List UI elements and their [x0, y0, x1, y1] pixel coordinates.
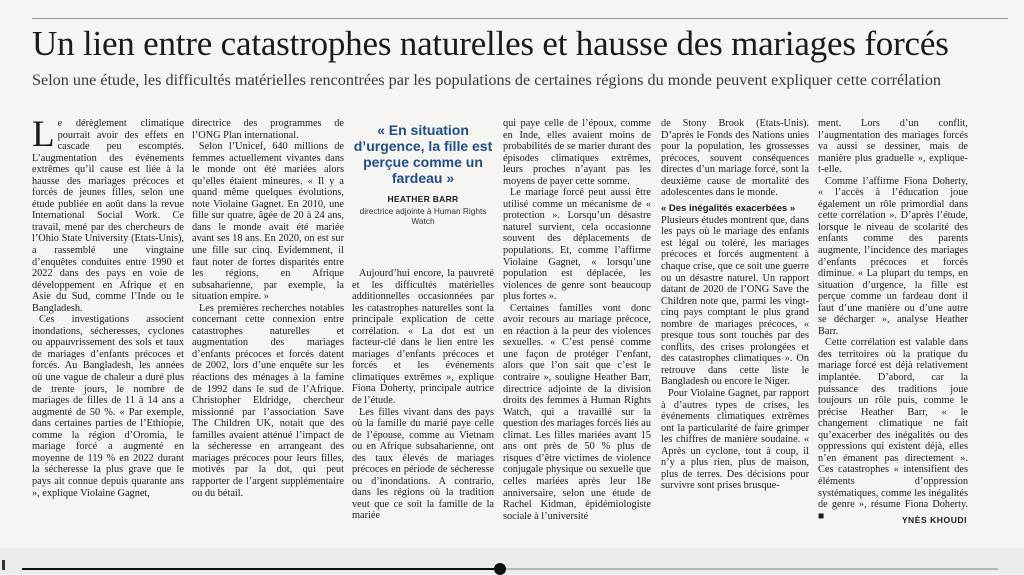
paragraph: de Stony Brook (Etats-Unis). D’après le Fonds des Nations unies pour la population, les grossesses précoces, souvent conséquences directes d’un mariage forcé, sont la deuxième cause de mortalité des adolescentes dans le monde. [661, 118, 809, 199]
subtitle: Selon une étude, les difficultés matérielles rencontrées par les populations de certaines régions du monde peuvent expliquer cette corrélation [32, 71, 942, 89]
page-progress-slider[interactable] [22, 568, 998, 570]
viewer-bottom-bar [0, 548, 1024, 574]
article-column-4 [503, 118, 651, 522]
paragraph: Le mariage forcé peut aussi être utilisé comme un mécanisme de « protection ». Lorsqu’un désastre naturel survient, cela occasionne souvent des déplacements de populations. Et, comme l’affirme Violaine Gagnet, « lorsqu’une population est déplacée, les violences de genre sont beaucoup plus fortes ». [503, 187, 651, 303]
paragraph: Les premières recherches notables concernant cette connexion entre catastrophes naturelles et augmentation des mariages d’enfants précoces et forcés datent de 2002, lors d’une enquête sur les réactions des ménages à la famine de 1992 dans le sud de l’Afrique. Christopher Eldridge, chercheur missionné par l’association Save The Children UK, notait que des familles avaient atténué l’impact de la sécheresse en arrangeant des mariages précoces pour leurs filles, motivés par la dot, qui peut rapporter de l’argent supplémentaire ou du bétail. [192, 302, 344, 499]
pull-quote-role: directrice adjointe à Human Rights Watch [359, 206, 487, 226]
edge-marker-icon [2, 560, 5, 570]
page-progress-handle[interactable] [494, 563, 506, 575]
paragraph: qui paye celle de l’époux, comme en Inde, elles avaient moins de probabilités de se marier durant des épisodes climatiques extrêmes, leurs proches n’ayant pas les moyens de payer cette somme. [503, 118, 651, 187]
headline: Un lien entre catastrophes naturelles et hausse des mariages forcés [32, 24, 949, 63]
paragraph: e dérèglement climatique pourrait avoir des effets en cascade peu escomptés. L’augmentation des événements extrêmes qu’il cause est liée à la hausse des mariages précoces et forcés de jeunes filles, selon une étude publiée en août dans la revue International Social Work. Ce travail, mené par des chercheurs de l’Ohio State University (Etats-Unis), a rassemblé une vingtaine d’enquêtes conduites entre 1990 et 2022 dans des pays en voie de développement en Afrique et en Asie du Sud, comme l’Inde ou le Bangladesh. [32, 118, 184, 314]
author-signature: YNÈS KHOUDI [901, 515, 967, 525]
pull-quote-author: HEATHER BARR [387, 194, 459, 204]
paragraph: Selon l’Unicef, 640 millions de femmes actuellement vivantes dans le monde ont été mariées alors qu’elles étaient mineures. « Il y a quand même quelques évolutions, note Violaine Gagnet. En 2010, une fille sur quatre, âgée de 20 à 24 ans, dans le monde avait été mariée avant ses 18 ans. En 2020, on est sur une fille sur cinq. Evidemment, il faut noter de fortes disparités entre les régions, en Afrique subsaharienne, par exemple, la situation empire. » [192, 141, 344, 303]
top-rule [32, 18, 1008, 19]
page-progress-fill [22, 568, 500, 570]
paragraph: Comme l’affirme Fiona Doherty, « l’accès à l’éducation joue également un rôle primordial dans cette corrélation ». D’après l’étude, lorsque le niveau de scolarité des enfants comme des parents augmente, l’incidence des mariages d’enfants précoces et forcés diminue. « La plupart du temps, en situation d’urgence, la fille est perçue comme un fardeau dont il faut d’une manière ou d’une autre se décharger », analyse Heather Barr. [818, 175, 968, 337]
drop-cap: L [32, 114, 55, 155]
paragraph: ment. Lors d’un conflit, l’augmentation des mariages forcés va aussi se dessiner, mais de manière plus graduelle », explique-t-elle. [818, 118, 968, 176]
paragraph: directrice des programmes de l’ONG Plan international. [192, 118, 344, 141]
paragraph: Cette corrélation est valable dans des territoires où la pratique du mariage forcé est déjà relativement implantée. D’abord, car la puissance des traditions joue toujours un rôle puis, comme le précise Heather Barr, « le changement climatique ne fait qu’exacerber des inégalités ou des oppressions qui existent déjà, elles n’en émanent pas directement ». Ces catastrophes « intensifient des éléments d’oppression systématiques, comme les inégalités de genre », résume Fiona Doherty. ■ [818, 337, 968, 522]
article-column-3 [352, 268, 494, 522]
paragraph: Plusieurs études montrent que, dans les pays où le mariage des enfants est légal ou toléré, les mariages précoces et forcés augmentent à chaque crise, que ce soit une guerre ou un désastre naturel. Un rapport datant de 2020 de l’ONG Save the Children note que, parmi les vingt-cinq pays comptant le plus grand nombre de mariages précoces, « presque tous sont touchés par des conflits, des crises prolongées et des catastrophes climatiques ». On retrouve dans cette liste le Bangladesh ou encore le Niger. [661, 214, 809, 388]
paragraph: Les filles vivant dans des pays où la famille du marié paye celle de l’épouse, comme au Vietnam ou en Afrique subsaharienne, ont des taux élevés de mariages précoces en période de sécheresse ou d’inondations. A contrario, dans les régions où la tradition veut que ce soit la famille de la mariée [352, 406, 494, 522]
article-column-5 [661, 118, 809, 510]
pull-quote [352, 122, 494, 226]
paragraph: Aujourd’hui encore, la pauvreté et les difficultés matérielles additionnelles occasionnées par les catastrophes naturelles sont la principale explication de cette corrélation. « La dot est un facteur-clé dans le lien entre les mariages d’enfants précoces et forcés et les événements climatiques extrêmes », explique Fiona Doherty, principale autrice de l’étude. [352, 268, 494, 407]
paragraph: Pour Violaine Gagnet, par rapport à d’autres types de crises, les événements climatiques extrêmes ont la particularité de faire grimper les chiffres de manière soudaine. « Après un cyclone, tout à coup, il n’y a plus rien, plus de maison, plus de terres. Des décisions pour survivre sont prises brusque- [661, 388, 809, 492]
article-column-1 [32, 114, 184, 510]
pull-quote-text: « En situation d’urgence, la fille est perçue comme un fardeau » [353, 122, 493, 186]
article-column-2 [192, 118, 344, 510]
paragraph: Certaines familles vont donc avoir recours au mariage précoce, en réaction à la peur des violences sexuelles. « C’est pensé comme une façon de protéger l’enfant, alors que l’on sait que c’est le contraire », souligne Heather Barr, directrice adjointe de la division droits des femmes à Human Rights Watch, qui a travaillé sur la question des mariages forcés liés au climat. Les filles mariées avant 15 ans ont près de 50 % plus de risques d’être victimes de violence conjugale physique ou sexuelle que celles mariées après leur 18e anniversaire, selon une étude de Rachel Kidman, épidémiologiste sociale à l’université [503, 302, 651, 522]
section-heading: « Des inégalités exacerbées » [661, 202, 796, 214]
paragraph: Ces investigations associent inondations, sécheresses, cyclones ou appauvrissement des sols et taux de mariages d’enfants précoces et forcés. Au Bangladesh, les années où une vague de chaleur a duré plus de trente jours, le nombre de mariages de filles de 11 à 14 ans a augmenté de 50 %. « Par exemple, dans certaines parties de l’Ethiopie, comme la région d’Oromia, le mariage forcé a augmenté en moyenne de 119 % en 2022 durant la sécheresse la plus grave que le pays ait connue depuis quarante ans », explique Violaine Gagnet, [32, 314, 184, 499]
